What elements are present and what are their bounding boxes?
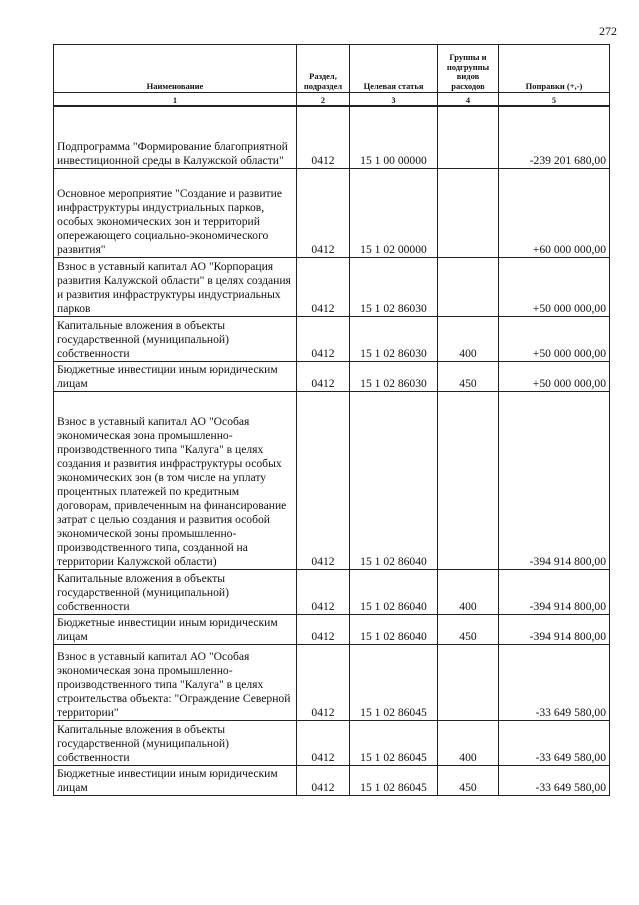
table-row [54,316,610,361]
row-article: 15 1 02 86045 [350,644,438,720]
row-group [438,391,499,569]
header-article: Целевая статья [350,45,438,93]
row-article: 15 1 02 86045 [350,765,438,795]
row-section: 0412 [297,569,350,614]
table-row [54,644,610,720]
row-name: Подпрограмма "Формирование благоприятной инвестиционной среды в Калужской области" [54,106,297,168]
row-section: 0412 [297,106,350,168]
row-amount: +50 000 000,00 [499,361,610,391]
row-group: 400 [438,316,499,361]
table-row [54,168,610,257]
col-number: 5 [499,93,610,107]
table-row [54,361,610,391]
row-amount: -394 914 800,00 [499,614,610,644]
row-group: 400 [438,720,499,765]
row-name: Капитальные вложения в объекты государственной (муниципальной) собственности [54,720,297,765]
row-amount: +50 000 000,00 [499,316,610,361]
row-group [438,257,499,316]
row-group: 450 [438,765,499,795]
row-group [438,106,499,168]
row-name: Взнос в уставный капитал АО "Корпорация развития Калужской области" в целях создания и развития инфраструктуры индустриальных парков [54,257,297,316]
table-row [54,614,610,644]
row-amount: -33 649 580,00 [499,720,610,765]
row-article: 15 1 02 86030 [350,361,438,391]
col-number: 3 [350,93,438,107]
row-section: 0412 [297,316,350,361]
row-amount: +60 000 000,00 [499,168,610,257]
table-row [54,765,610,795]
row-section: 0412 [297,644,350,720]
row-name: Бюджетные инвестиции иным юридическим лицам [54,614,297,644]
budget-amendments-table [53,44,610,796]
row-amount: -33 649 580,00 [499,765,610,795]
row-section: 0412 [297,720,350,765]
row-amount: +50 000 000,00 [499,257,610,316]
row-section: 0412 [297,168,350,257]
row-group: 450 [438,614,499,644]
row-section: 0412 [297,765,350,795]
row-group: 400 [438,569,499,614]
row-amount: -33 649 580,00 [499,644,610,720]
table-header-row [54,45,610,93]
row-name: Основное мероприятие "Создание и развитие инфраструктуры индустриальных парков, особых экономических зон и территорий опережающего социально-экономического развития" [54,168,297,257]
row-name: Капитальные вложения в объекты государственной (муниципальной) собственности [54,569,297,614]
row-article: 15 1 02 86040 [350,614,438,644]
header-amendments: Поправки (+,-) [499,45,610,93]
col-number: 1 [54,93,297,107]
row-group [438,644,499,720]
row-section: 0412 [297,614,350,644]
row-article: 15 1 02 86030 [350,257,438,316]
table-row [54,720,610,765]
row-article: 15 1 00 00000 [350,106,438,168]
row-group: 450 [438,361,499,391]
table-row [54,391,610,569]
row-article: 15 1 02 86045 [350,720,438,765]
table-row [54,106,610,168]
table-row [54,257,610,316]
col-number: 2 [297,93,350,107]
table-row [54,569,610,614]
row-name: Бюджетные инвестиции иным юридическим лицам [54,361,297,391]
header-section: Раздел, подраздел [297,45,350,93]
col-number: 4 [438,93,499,107]
row-article: 15 1 02 00000 [350,168,438,257]
row-section: 0412 [297,361,350,391]
row-name: Бюджетные инвестиции иным юридическим лицам [54,765,297,795]
row-amount: -394 914 800,00 [499,391,610,569]
row-name: Взнос в уставный капитал АО "Особая экономическая зона промышленно-производственного типа "Калуга" в целях строительства объекта: "Ограждение Северной территории" [54,644,297,720]
header-groups: Группы и подгруппы видов расходов [438,45,499,93]
row-article: 15 1 02 86030 [350,316,438,361]
column-number-row [54,93,610,107]
row-name: Капитальные вложения в объекты государственной (муниципальной) собственности [54,316,297,361]
row-amount: -394 914 800,00 [499,569,610,614]
header-name: Наименование [54,45,297,93]
row-amount: -239 201 680,00 [499,106,610,168]
page-number: 272 [599,24,617,38]
row-article: 15 1 02 86040 [350,391,438,569]
row-name: Взнос в уставный капитал АО "Особая экономическая зона промышленно-производственного типа "Калуга" в целях создания и развития инфраструктуры особых экономических зон (в том числе на уплату процентных платежей по кредитным договорам, привлеченным на финансирование затрат с целью создания и развития особой экономической зоны промышленно-производственного типа, созданной на территории Калужской области) [54,391,297,569]
row-article: 15 1 02 86040 [350,569,438,614]
row-group [438,168,499,257]
row-section: 0412 [297,257,350,316]
row-section: 0412 [297,391,350,569]
